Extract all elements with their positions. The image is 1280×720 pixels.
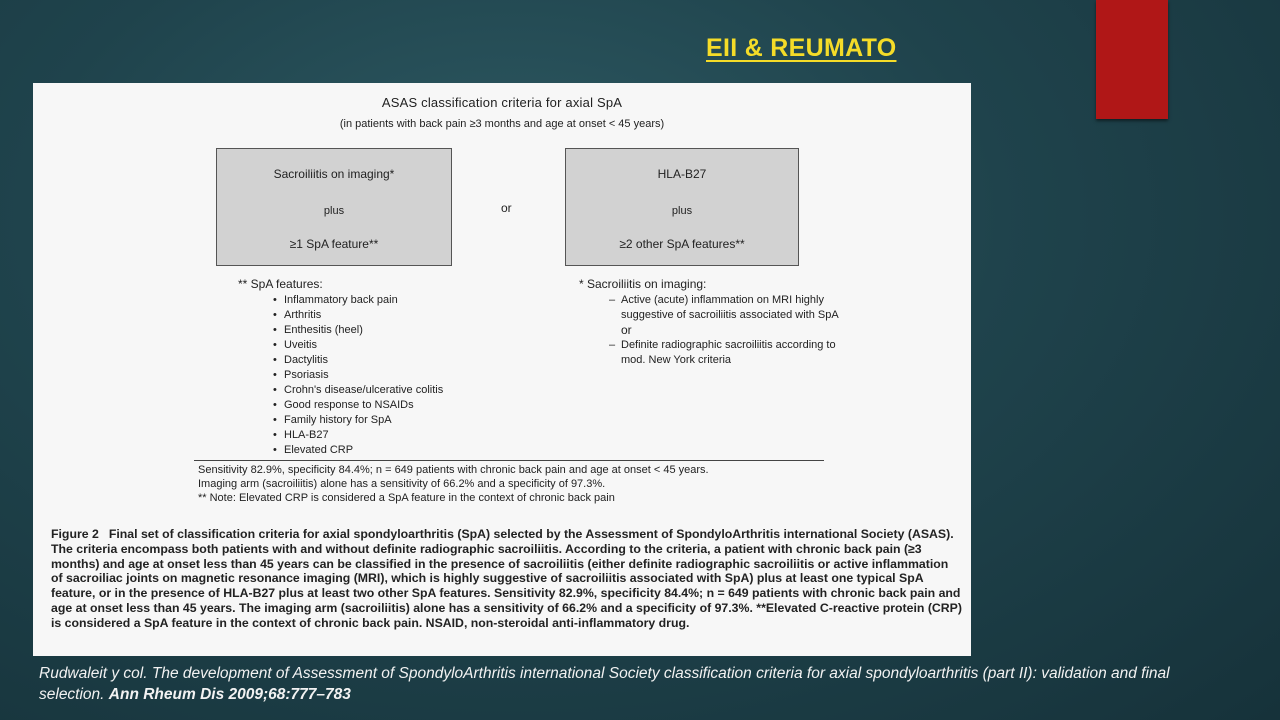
sacroiliitis-list [579, 277, 851, 368]
note-line: Imaging arm (sacroiliitis) alone has a sensitivity of 66.2% and a specificity of 97.3%. [198, 478, 606, 490]
figure-subheading: (in patients with back pain ≥3 months and age at onset < 45 years) [339, 118, 665, 130]
list-item: • Elevated CRP [284, 443, 443, 458]
box-line: ≥2 other SpA features** [619, 237, 745, 251]
list-item: • Crohn's disease/ulcerative colitis [284, 383, 443, 398]
box-line: HLA-B27 [657, 167, 707, 181]
list-item: • Arthritis [284, 308, 443, 323]
caption-text: Final set of classification criteria for axial spondyloarthritis (SpA) selected by the Assessment of SpondyloArthritis international Society (ASAS). The criteria encompass both patients with and without definite radiographic sacroiliitis. According to the criteria, a patient with chronic back pain (≥3 months) and age at onset less than 45 years can be classified in the presence of sacroiliitis (either definite radiographic sacroiliitis or active inflammation of sacroiliac joints on magnetic resonance imaging (MRI), which is highly suggestive of sacroiliitis associated with SpA) plus at least one typical SpA feature, or in the presence of HLA-B27 plus at least two other SpA features. Sensitivity 82.9%, specificity 84.4%; n = 649 patients with chronic back pain and age at onset less than 45 years. The imaging arm (sacroiliitis) alone has a sensitivity of 66.2% and a specificity of 97.3%. **Elevated C-reactive protein (CRP) is considered a SpA feature in the context of chronic back pain. NSAID, non-steroidal anti-inflammatory drug. [51, 527, 962, 630]
red-accent-tab [1096, 0, 1168, 119]
list-item: • Enthesitis (heel) [284, 323, 443, 338]
divider [194, 460, 824, 461]
figure-heading: ASAS classification criteria for axial SpA [381, 95, 623, 110]
citation-journal: Ann Rheum Dis 2009;68:777–783 [108, 686, 351, 703]
list-heading: ** SpA features: [238, 277, 323, 291]
list-item: – Active (acute) inflammation on MRI highly suggestive of sacroiliitis associated with SpA [579, 293, 851, 323]
criteria-box-hla [565, 148, 799, 266]
criteria-box-imaging [216, 148, 452, 266]
list-item: • Psoriasis [284, 368, 443, 383]
figure-caption [51, 527, 963, 631]
figure-notes [198, 463, 709, 505]
list-item: • Good response to NSAIDs [284, 398, 443, 413]
note-line: ** Note: Elevated CRP is considered a SpA feature in the context of chronic back pain [198, 492, 615, 504]
note-line: Sensitivity 82.9%, specificity 84.4%; n = 649 patients with chronic back pain and age at onset < 45 years. [198, 464, 709, 476]
or-label: or [621, 323, 632, 337]
box-line: plus [671, 205, 693, 217]
citation-text: Rudwaleit y col. The development of Assessment of SpondyloArthritis international Society classification criteria for axial spondyloarthritis (part II): validation and final selection. [39, 665, 1170, 703]
citation [39, 663, 1239, 705]
list-item: • Dactylitis [284, 353, 443, 368]
caption-label: Figure 2 [51, 527, 99, 541]
box-line: Sacroiliitis on imaging* [273, 167, 395, 181]
list-item: – Definite radiographic sacroiliitis according to mod. New York criteria [579, 338, 851, 368]
list-item: • Uveitis [284, 338, 443, 353]
list-heading: * Sacroiliitis on imaging: [579, 277, 707, 291]
box-line: ≥1 SpA feature** [289, 237, 379, 251]
list-item: • Family history for SpA [284, 413, 443, 428]
box-line: plus [323, 205, 345, 217]
or-label: or [501, 201, 512, 215]
list-item: • HLA-B27 [284, 428, 443, 443]
figure-image [33, 83, 971, 656]
slide-title: EII & REUMATO [706, 34, 897, 62]
spa-features-list [238, 277, 443, 458]
list-item: • Inflammatory back pain [284, 293, 443, 308]
